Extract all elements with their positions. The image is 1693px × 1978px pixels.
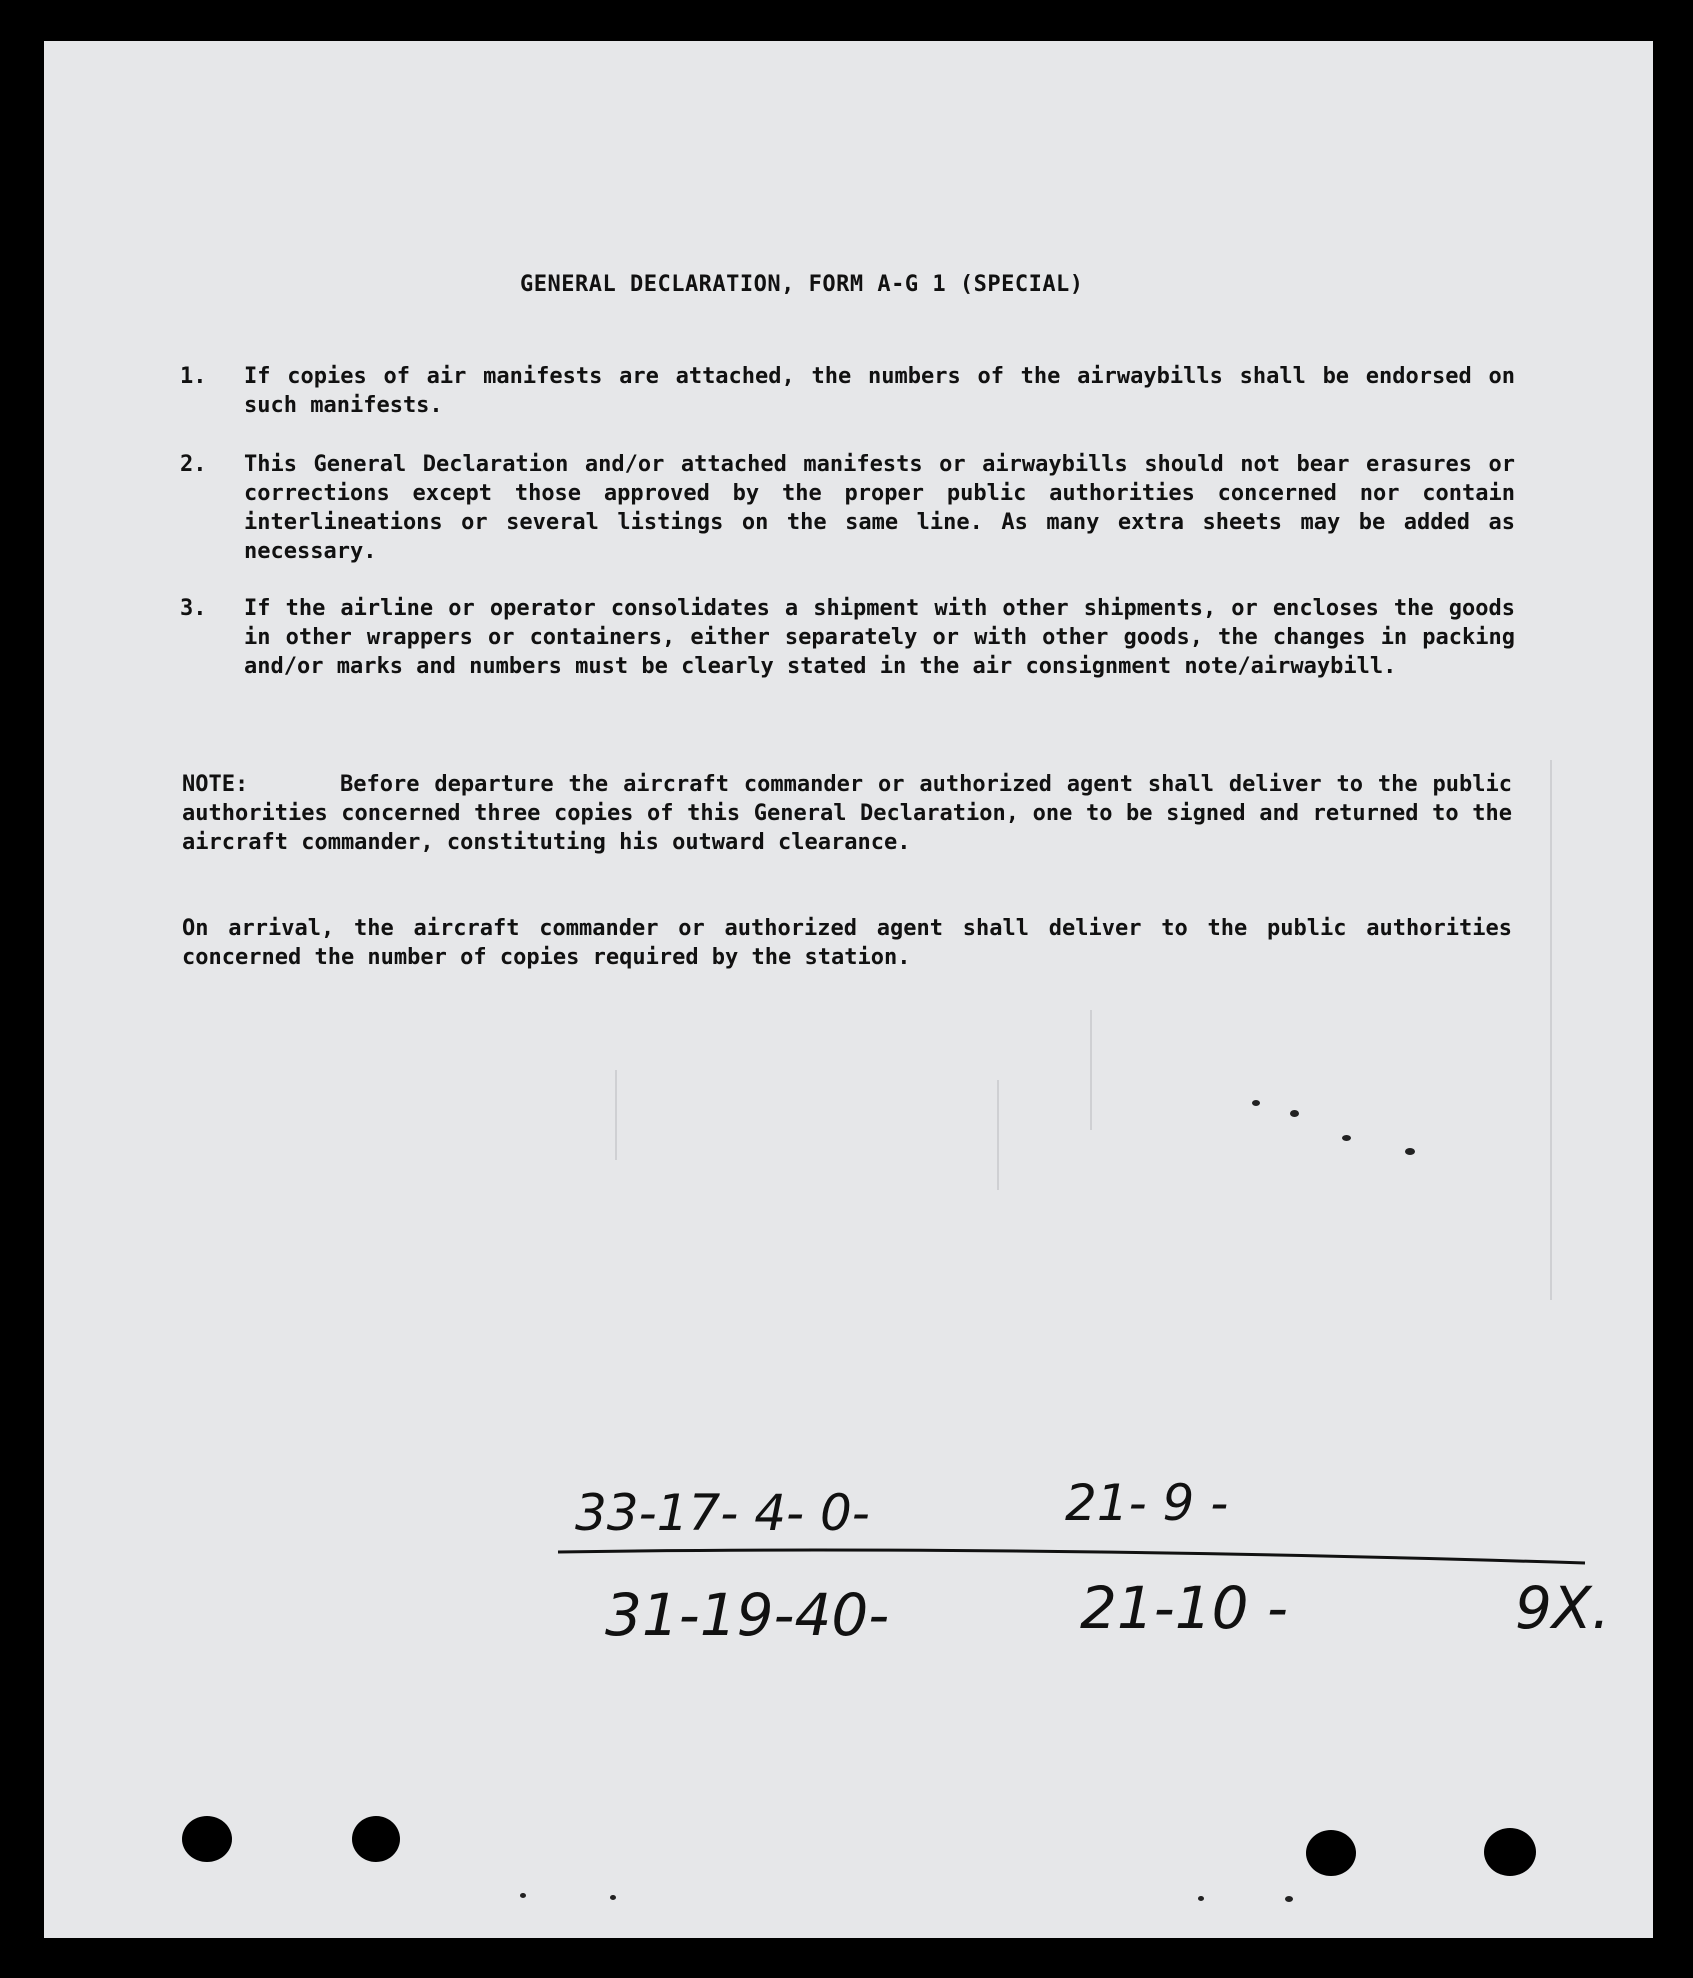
- ink-speck: [610, 1895, 616, 1900]
- handwritten-figure-line1-b: 21- 9 -: [1065, 1474, 1229, 1532]
- ink-speck: [520, 1893, 526, 1898]
- item-number: 3.: [180, 596, 207, 621]
- item-text: If the airline or operator consolidates a shipment with other shipments, or encloses the goods in other wrappers or containers, either separately or with other goods, the changes in packing and/or marks and numbers must be clearly stated in the air consignment note/airwaybill.: [244, 596, 1515, 679]
- item-text: This General Declaration and/or attached manifests or airwaybills should not bear erasures or corrections except those approved by the proper public authorities concerned nor contain interlineations or several listings on the same line. As many extra sheets may be added as necessary.: [244, 452, 1515, 564]
- ink-speck: [1405, 1148, 1415, 1155]
- punch-hole: [1306, 1830, 1356, 1876]
- punch-hole: [352, 1816, 400, 1862]
- note-label: NOTE:: [182, 772, 249, 797]
- form-title: GENERAL DECLARATION, FORM A-G 1 (SPECIAL): [520, 272, 1084, 297]
- punch-hole: [1484, 1828, 1536, 1876]
- handwritten-initials: 9X.: [1515, 1574, 1611, 1642]
- note-text: Before departure the aircraft commander or authorized agent shall deliver to the public authorities concerned three copies of this General Declaration, one to be signed and returned to the aircraft commander, constituting his outward clearance.: [182, 772, 1512, 855]
- ink-speck: [1290, 1110, 1299, 1117]
- ink-speck: [1285, 1896, 1293, 1902]
- ink-speck: [1252, 1100, 1260, 1106]
- ink-speck: [1198, 1896, 1204, 1901]
- item-number: 1.: [180, 364, 207, 389]
- item-number: 2.: [180, 452, 207, 477]
- handwritten-figure-line2-a: 31-19-40-: [605, 1581, 890, 1649]
- handwritten-figure-line2-b: 21-10 -: [1080, 1574, 1288, 1642]
- punch-hole: [182, 1816, 232, 1862]
- arrival-paragraph: On arrival, the aircraft commander or authorized agent shall deliver to the public authorities concerned the number of copies required by the station.: [182, 916, 1512, 970]
- ink-speck: [1342, 1135, 1351, 1141]
- handwritten-underline: [558, 1550, 1585, 1563]
- handwritten-figure-line1-a: 33-17- 4- 0-: [575, 1484, 870, 1542]
- item-text: If copies of air manifests are attached, the numbers of the airwaybills shall be endorsed on such manifests.: [244, 364, 1515, 418]
